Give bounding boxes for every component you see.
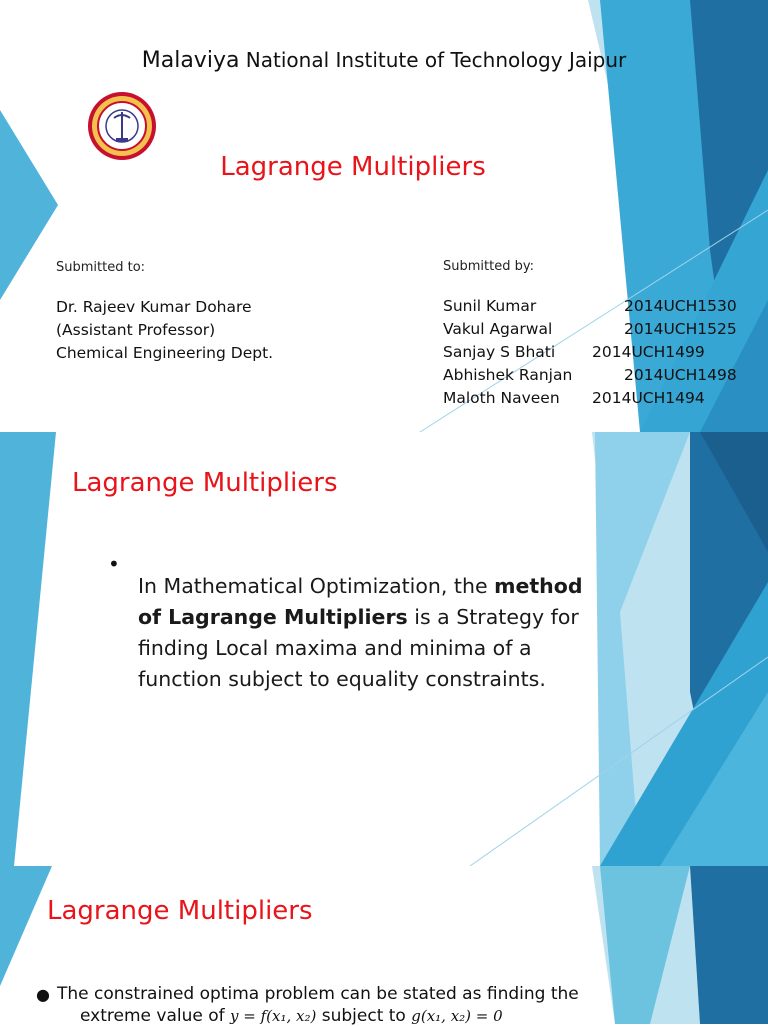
member-id: 2014UCH1530 xyxy=(624,297,737,315)
objective-function: y = f(x₁, x₂) xyxy=(230,1007,317,1025)
institute-prefix: Malaviya xyxy=(141,48,240,73)
institute-rest: National Institute of Technology Jaipur xyxy=(239,48,627,72)
problem-statement-line1: The constrained optima problem can be stated as finding the xyxy=(57,984,579,1004)
member-name: Maloth Naveen xyxy=(443,389,560,407)
paragraph-text-start: In Mathematical Optimization, the xyxy=(138,573,495,598)
member-id: 2014UCH1499 xyxy=(592,343,705,361)
bullet-marker: ● xyxy=(36,985,50,1004)
list-item xyxy=(443,295,753,318)
list-item xyxy=(443,318,753,341)
slide3-title: Lagrange Multipliers xyxy=(47,896,313,926)
title-slide xyxy=(0,0,768,432)
problem-statement-line2 xyxy=(80,1006,503,1026)
submitted-to-details xyxy=(56,296,273,365)
line2-prefix: extreme value of xyxy=(80,1006,231,1026)
constraint-function: g(x₁, x₂) = 0 xyxy=(411,1007,503,1025)
member-name: Sanjay S Bhati xyxy=(443,343,556,361)
supervisor-name: Dr. Rajeev Kumar Dohare xyxy=(56,298,252,316)
line2-mid: subject to xyxy=(316,1006,412,1026)
slide2-title: Lagrange Multipliers xyxy=(72,468,338,498)
submitted-by-label: Submitted by: xyxy=(443,259,534,274)
definition-paragraph xyxy=(138,571,608,695)
slide1-title: Lagrange Multipliers xyxy=(220,152,486,182)
paragraph-text-end: is a Strategy for finding Local maxima and minima of a function subject to equality constraints. xyxy=(138,604,579,691)
supervisor-dept: Chemical Engineering Dept. xyxy=(56,344,274,362)
paragraph-bold-term: method of Lagrange Multipliers xyxy=(138,573,583,629)
list-item xyxy=(443,364,753,387)
institute-name xyxy=(0,48,768,73)
list-item xyxy=(443,387,753,410)
supervisor-title: (Assistant Professor) xyxy=(56,321,216,339)
member-id: 2014UCH1494 xyxy=(592,389,705,407)
list-item xyxy=(443,341,753,364)
member-name: Vakul Agarwal xyxy=(443,320,553,338)
member-name: Sunil Kumar xyxy=(443,297,537,315)
member-id: 2014UCH1525 xyxy=(624,320,737,338)
members-list xyxy=(443,295,753,410)
submitted-to-label: Submitted to: xyxy=(56,260,146,275)
member-name: Abhishek Ranjan xyxy=(443,366,573,384)
bullet-marker: • xyxy=(108,552,120,576)
member-id: 2014UCH1498 xyxy=(624,366,737,384)
